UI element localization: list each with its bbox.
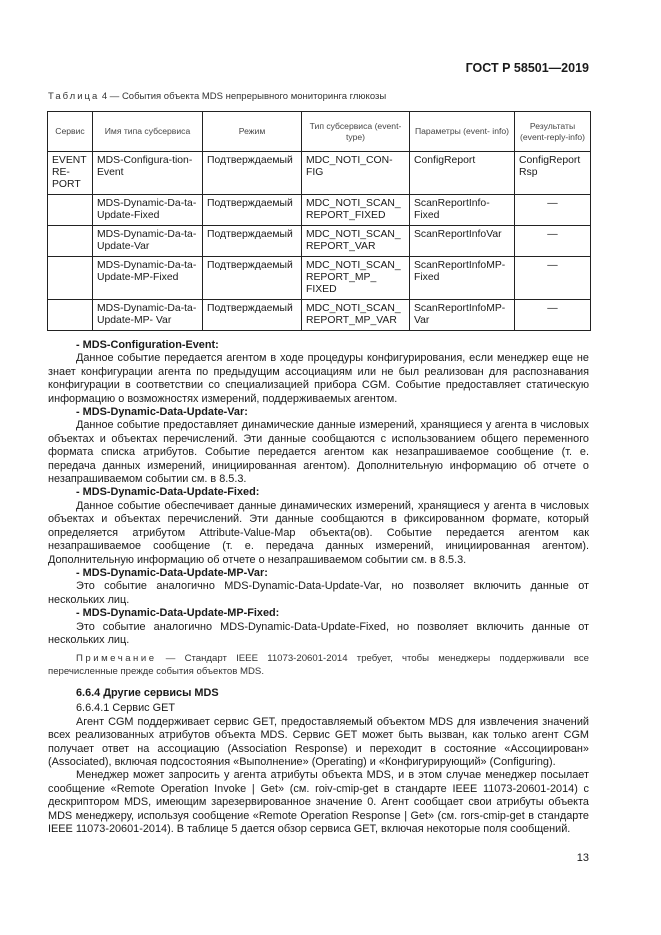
table-cell: ConfigReport Rsp [515,152,591,195]
event-title: - MDS-Dynamic-Data-Update-Fixed: [76,486,260,499]
table-row [48,226,591,257]
section-heading: 6.6.4 Другие сервисы MDS [76,686,219,699]
subsection-heading: 6.6.4.1 Сервис GET [76,702,176,715]
table-cell: ConfigReport [410,152,515,195]
table-cell: Подтверждаемый [203,195,302,226]
table-cell: MDS-Dynamic-Da-ta-Update-Var [93,226,203,257]
header-mode: Режим [203,112,302,152]
note-text: — Стандарт IEEE 11073-20601-2014 требует, чтобы менеджеры поддерживали все перечисленные прежде события объектов MDS. [48,653,589,678]
table-row [48,195,591,226]
table-cell: — [515,195,591,226]
table-cell: Подтверждаемый [203,257,302,300]
event-description: Данное событие обеспечивает данные динамических измерений, хранящиеся у агента в числовых объектах и объектах перечислений. Эти данные сообщаются в фиксированном формате, который определяется атрибутом Attribute-Value-Map объекта(ов). Событие передается агентом как незапрашиваемое сообщение (т. е. передача данных измерений, инициированная агентом). Дополнительную информацию об отчете о незапрашиваемом событии см. в 8.5.3. [48,499,589,566]
table-row [48,152,591,195]
table-caption [48,91,589,102]
events-table [47,111,591,331]
table-cell: MDS-Dynamic-Da-ta-Update-MP- Var [93,300,203,331]
event-title: - MDS-Dynamic-Data-Update-MP-Var: [76,566,268,579]
event-description: Данное событие предоставляет динамические данные измерений, хранящиеся у агента в числовых объектах и объектах перечислений. Эти данные сообщаются с использованием общего переменного формата списка атрибутов. Событие передается агентом как незапрашиваемое сообщение (т. е. передача данных измерений, инициированная агентом). Дополнительную информацию об отчете о незапрашиваемом событии см. в 8.5.3. [48,419,589,486]
table-header-row [48,112,591,152]
paragraph: Менеджер может запросить у агента атрибуты объекта MDS, и в этом случае менеджер посылает сообщение «Remote Operation Invoke | Get» (см. roiv-cmip-get в стандарте IEEE 11073-20601-2014) с дескриптором MDS, имеющим зарезервированное значение 0. Агент сообщает свои атрибуты объекта MDS менеджеру, используя сообщение «Remote Operation Response | Get» (см. rors-cmip-get в стандарте IEEE 11073-20601-2014). В таблице 5 дается обзор сервиса GET, включая некоторые поля сообщений. [48,769,589,835]
event-title: - MDS-Configuration-Event: [76,339,219,351]
header-subservice-name: Имя типа субсервиса [93,112,203,152]
note-label: Примечание [76,653,157,665]
table-cell [48,300,93,331]
table-caption-text: 4 — События объекта MDS непрерывного мониторинга глюкозы [99,91,387,102]
table-caption-label: Таблица [48,91,100,102]
table-cell: ScanReportInfo-Fixed [410,195,515,226]
table-cell: MDC_NOTI_SCAN_ REPORT_FIXED [302,195,410,226]
page-number: 13 [576,852,589,865]
header-event-reply-info: Результаты (event-reply-info) [515,112,591,152]
event-description: Данное событие передается агентом в ходе процедуры конфигурирования, если менеджер еще не знает конфигурации агента по предыдущим ассоциациям или не был реализован для распознавания конфигурации в соответствии со специализацией прибора CGM. Событие предоставляет статическую информацию о возможностях измерений, поддерживаемых агентом. [48,352,589,405]
table-cell: EVENT RE-PORT [48,152,93,195]
table-row [48,257,591,300]
header-service: Сервис [48,112,93,152]
table-cell: ScanReportInfoMP-Fixed [410,257,515,300]
table-cell: — [515,257,591,300]
table-cell [48,257,93,300]
event-description: Это событие аналогично MDS-Dynamic-Data-Update-Var, но позволяет включить данные от нескольких лиц. [48,580,589,606]
table-cell: Подтверждаемый [203,152,302,195]
table-cell: MDS-Dynamic-Da-ta-Update-Fixed [93,195,203,226]
table-cell: MDC_NOTI_SCAN_ REPORT_MP_VAR [302,300,410,331]
table-cell: — [515,226,591,257]
table-cell: Подтверждаемый [203,300,302,331]
table-cell: Подтверждаемый [203,226,302,257]
table-cell: MDC_NOTI_SCAN_ REPORT_MP_ FIXED [302,257,410,300]
header-event-type: Тип субсервиса (event-type) [302,112,410,152]
paragraph: Агент CGM поддерживает сервис GET, предоставляемый объектом MDS для извлечения значений всех реализованных атрибутов объекта MDS. Сервис GET может быть вызван, как только агент CGM получает ответ на ассоциацию (Association Response) и переходит в состояние «Ассоциирован» (Associated), включая подсостояния «Выполнение» (Operating) и «Конфигурирующий» (Configuring). [48,715,589,768]
event-title: - MDS-Dynamic-Data-Update-Var: [76,406,248,419]
header-event-info: Параметры (event- info) [410,112,515,152]
event-title: - MDS-Dynamic-Data-Update-MP-Fixed: [76,607,280,620]
table-row [48,300,591,331]
event-description: Это событие аналогично MDS-Dynamic-Data-Update-Fixed, но позволяет включить данные от нескольких лиц. [48,620,589,646]
note [48,653,589,679]
table-cell: MDS-Configura-tion-Event [93,152,203,195]
table-cell: ScanReportInfoVar [410,226,515,257]
table-cell: MDC_NOTI_SCAN_ REPORT_VAR [302,226,410,257]
table-cell: MDS-Dynamic-Da-ta-Update-MP-Fixed [93,257,203,300]
table-cell [48,195,93,226]
document-standard-header: ГОСТ Р 58501—2019 [465,61,589,75]
document-body [48,339,589,836]
table-cell: MDC_NOTI_CON-FIG [302,152,410,195]
table-cell [48,226,93,257]
table-cell: — [515,300,591,331]
table-cell: ScanReportInfoMP-Var [410,300,515,331]
